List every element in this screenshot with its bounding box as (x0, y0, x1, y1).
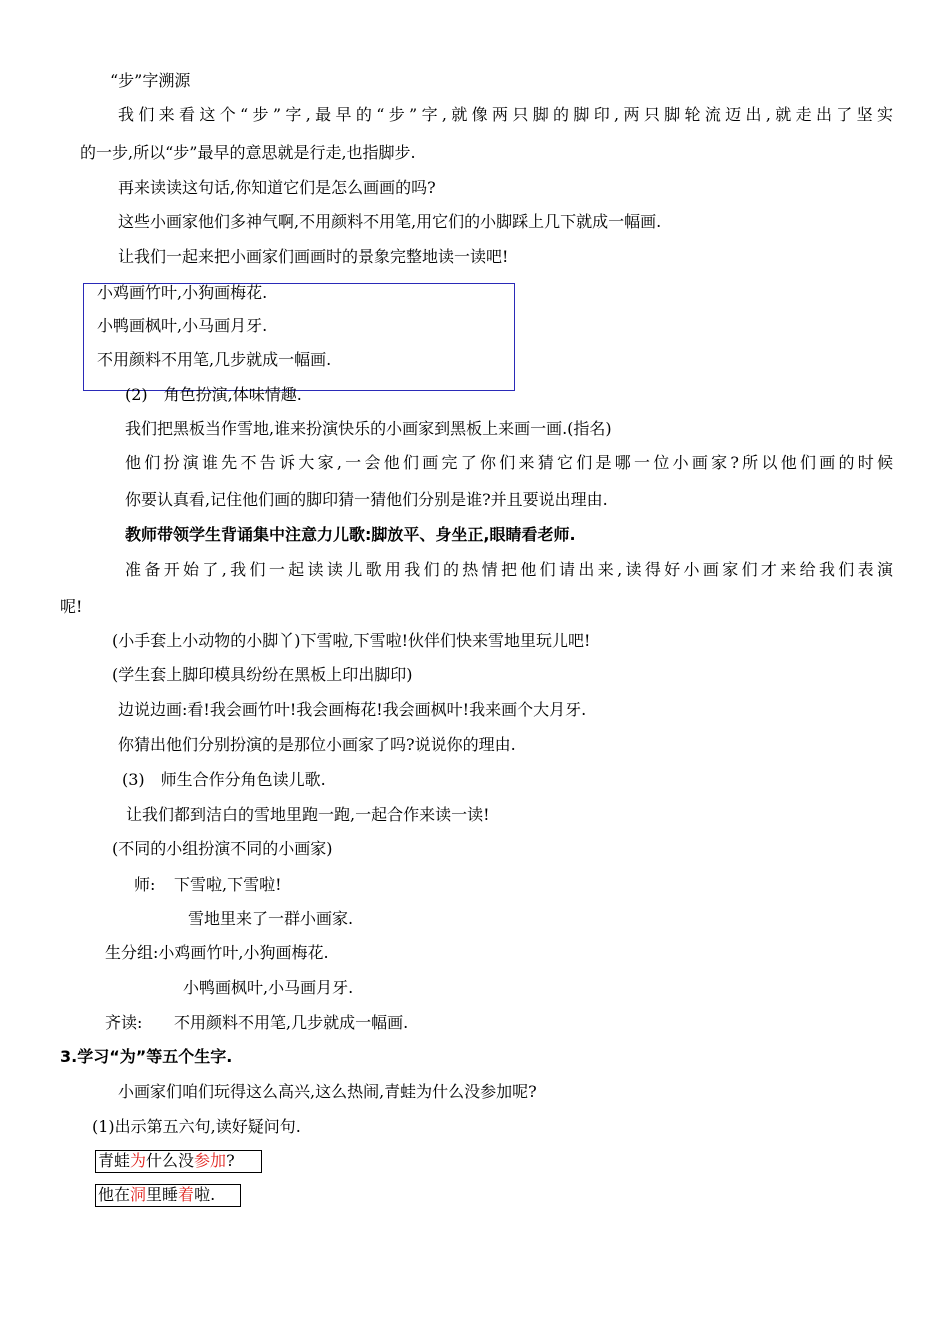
dialogue-line: 雪地里来了一群小画家. (188, 909, 354, 928)
paragraph-line: (1)出示第五六句,读好疑问句. (92, 1117, 301, 1136)
paragraph-line: (学生套上脚印模具纷纷在黑板上印出脚印) (112, 665, 413, 684)
paragraph-line: 他们扮演谁先不告诉大家,一会他们画完了你们来猜它们是哪一位小画家?所以他们画的时候 (125, 453, 893, 472)
text-segment: 青蛙 (98, 1151, 131, 1170)
poem-line: 小鸭画枫叶,小马画月牙. (97, 316, 268, 335)
section-heading: (2) 角色扮演,体味情趣. (125, 385, 302, 404)
paragraph-line: 我们把黑板当作雪地,谁来扮演快乐的小画家到黑板上来画一画.(指名) (125, 419, 612, 438)
dialogue-line: 不用颜料不用笔,几步就成一幅画. (174, 1013, 409, 1032)
poem-line: 不用颜料不用笔,几步就成一幅画. (97, 350, 332, 369)
paragraph-line: 小画家们咱们玩得这么高兴,这么热闹,青蛙为什么没参加呢? (118, 1082, 537, 1101)
text-segment: 啦. (194, 1185, 216, 1204)
text-segment: 他在 (98, 1185, 131, 1204)
text-segment: ? (226, 1151, 235, 1170)
heading-step-origin: “步”字溯源 (110, 71, 191, 90)
highlight-char: 参加 (194, 1151, 227, 1170)
paragraph-line: 让我们都到洁白的雪地里跑一跑,一起合作来读一读! (126, 805, 490, 824)
paragraph-line: 准备开始了,我们一起读读儿歌用我们的热情把他们请出来,读得好小画家们才来给我们表演 (125, 560, 893, 579)
paragraph-line: 你猜出他们分别扮演的是那位小画家了吗?说说你的理由. (118, 735, 516, 754)
paragraph-line: 呢! (60, 597, 83, 616)
text-segment: 里睡 (146, 1185, 179, 1204)
section-heading-bold: 3.学习“为”等五个生字. (60, 1047, 233, 1066)
paragraph-line: 你要认真看,记住他们画的脚印猜一猜他们分别是谁?并且要说出理由. (125, 490, 608, 509)
paragraph-line: (不同的小组扮演不同的小画家) (112, 839, 333, 858)
poem-line: 小鸡画竹叶,小狗画梅花. (97, 283, 268, 302)
dialogue-line-group: 生分组:小鸡画竹叶,小狗画梅花. (105, 943, 329, 962)
paragraph-line: 边说边画:看!我会画竹叶!我会画梅花!我会画枫叶!我来画个大月牙. (118, 700, 587, 719)
paragraph-line: (小手套上小动物的小脚丫)下雪啦,下雪啦!伙伴们快来雪地里玩儿吧! (112, 631, 591, 650)
paragraph-line: 我们来看这个“步”字,最早的“步”字,就像两只脚的脚印,两只脚轮流迈出,就走出了坚实 (118, 105, 893, 124)
text-segment: 什么没 (146, 1151, 195, 1170)
highlight-char: 着 (178, 1185, 195, 1204)
answer-sentence (98, 1184, 215, 1206)
bold-instruction: 教师带领学生背诵集中注意力儿歌:脚放平、身坐正,眼睛看老师. (125, 525, 576, 544)
highlight-char: 为 (130, 1151, 147, 1170)
paragraph-line: 这些小画家他们多神气啊,不用颜料不用笔,用它们的小脚踩上几下就成一幅画. (118, 212, 662, 231)
highlight-char: 洞 (130, 1185, 147, 1204)
paragraph-line: 让我们一起来把小画家们画画时的景象完整地读一读吧! (118, 247, 509, 266)
dialogue-line: 小鸭画枫叶,小马画月牙. (183, 978, 354, 997)
speaker-label-all: 齐读: (105, 1013, 143, 1032)
speaker-label-teacher: 师: (134, 875, 156, 894)
paragraph-line: 再来读读这句话,你知道它们是怎么画画的吗? (118, 178, 436, 197)
paragraph-line: 的一步,所以“步”最早的意思就是行走,也指脚步. (80, 143, 416, 162)
section-heading: (3) 师生合作分角色读儿歌. (122, 770, 326, 789)
question-sentence (98, 1150, 235, 1172)
dialogue-line: 下雪啦,下雪啦! (174, 875, 282, 894)
